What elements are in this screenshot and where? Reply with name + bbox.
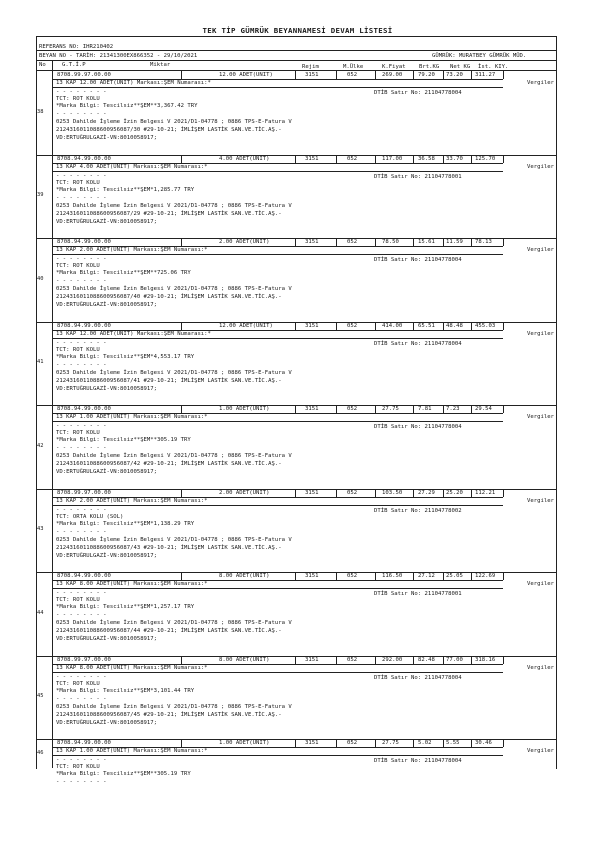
divider: [471, 155, 472, 163]
item-ist: 112.21: [475, 489, 496, 496]
item-net: 33.70: [446, 155, 463, 162]
dashes: - - - - - - - -: [56, 445, 107, 451]
document-title: TEK TİP GÜMRÜK BEYANNAMESİ DEVAM LİSTESİ: [202, 26, 393, 35]
divider: [336, 656, 337, 664]
item-mulke: 052: [347, 406, 358, 412]
dtib-line: DTİB Satır No: 21104778002: [374, 507, 462, 514]
item-brut: 79.20: [418, 72, 435, 78]
item-row: [36, 238, 556, 323]
item-ist: 30.46: [475, 740, 492, 746]
item-ist: 78.13: [475, 239, 492, 245]
item-miktar: 4.00 ADET(UNIT): [219, 155, 270, 162]
dashes: - - - - - - - -: [56, 612, 107, 618]
col-ist: İst. KIY.: [478, 64, 509, 70]
kap-line: 13 KAP 4.00 ADET(UNIT) Markası:ŞEM Numarası:*: [56, 163, 208, 170]
customs-office: GÜMRÜK: MURATBEY GÜMRÜK MÜD.: [432, 53, 527, 59]
divider: [52, 155, 53, 239]
divider: [443, 155, 444, 163]
divider: [471, 238, 472, 246]
item-row: [36, 155, 556, 240]
col-mulke: M.Ülke: [343, 64, 364, 70]
document-line-3: VD:ERTUĞRULGAZİ-VN:8010058917;: [56, 636, 158, 642]
vergiler-label: Vergiler: [527, 247, 554, 253]
divider: [295, 322, 296, 330]
divider: [181, 656, 182, 664]
divider: [413, 489, 414, 497]
kap-line: 13 KAP 1.00 ADET(UNIT) Markası:ŞEM Numarası:*: [56, 748, 208, 754]
col-brut: Brt.KG: [419, 64, 440, 70]
divider: [181, 155, 182, 163]
divider: [443, 572, 444, 580]
kap-line: 13 KAP 2.00 ADET(UNIT) Markası:ŞEM Numarası:*: [56, 497, 208, 504]
kap-line: 13 KAP 8.00 ADET(UNIT) Markası:ŞEM Numarası:*: [56, 581, 208, 587]
item-ist: 311.27: [475, 72, 496, 78]
divider: [471, 572, 472, 580]
item-number: 41: [37, 359, 44, 366]
document-line-2: 2124316011088600956087/30 #29-10-21; İMLİŞEM LASTİK SAN.VE.TİC.AŞ.-: [56, 127, 282, 133]
divider: [336, 739, 337, 747]
item-kfiyat: 103.50: [382, 489, 403, 496]
tct-line: TCT: ROT KOLU: [56, 179, 100, 186]
divider: [413, 405, 414, 413]
item-number: 39: [37, 192, 44, 199]
vergiler-label: Vergiler: [527, 664, 554, 671]
item-kfiyat: 27.75: [382, 406, 399, 412]
divider: [336, 489, 337, 497]
divider: [471, 71, 472, 79]
dashes: - - - - - - - -: [56, 89, 107, 95]
document-line-2: 2124316011088600956087/44 #29-10-21; İMLİŞEM LASTİK SAN.VE.TİC.AŞ.-: [56, 628, 282, 634]
divider: [503, 739, 504, 747]
divider: [181, 322, 182, 330]
divider: [375, 238, 376, 246]
divider: [336, 405, 337, 413]
document-line-3: VD:ERTUĞRULGAZİ-VN:8010058917;: [56, 218, 158, 225]
document-line-1: 0253 Dahilde İşleme İzin Belgesi V 2021/D1-04778 ; 0886 TPS-E-Fatura V: [56, 202, 292, 209]
divider: [443, 656, 444, 664]
divider: [53, 421, 503, 422]
divider: [375, 572, 376, 580]
marka-line: *Marka Bilgi: Tescilsiz**ŞEM**305.19 TRY: [56, 437, 191, 443]
divider: [52, 489, 53, 573]
item-rejim: 3151: [305, 573, 319, 579]
divider: [36, 50, 556, 51]
divider: [53, 171, 503, 172]
divider: [52, 572, 53, 656]
dtib-line: DTİB Satır No: 21104778004: [374, 424, 462, 430]
document-line-2: 2124316011088600956087/40 #29-10-21; İMLİŞEM LASTİK SAN.VE.TİC.AŞ.-: [56, 294, 282, 300]
item-rejim: 3151: [305, 322, 319, 329]
item-row: [36, 71, 556, 156]
item-summary-row: [53, 238, 556, 246]
item-miktar: 8.00 ADET(UNIT): [219, 573, 270, 579]
item-brut: 5.02: [418, 740, 432, 746]
divider: [181, 71, 182, 79]
item-row: [36, 572, 556, 657]
dashes: - - - - - - - -: [56, 278, 107, 284]
divider: [336, 71, 337, 79]
item-ist: 125.70: [475, 155, 496, 162]
vergiler-label: Vergiler: [527, 80, 554, 86]
item-mulke: 052: [347, 489, 358, 496]
item-kfiyat: 27.75: [382, 740, 399, 746]
marka-line: *Marka Bilgi: Tescilsiz**ŞEM**305.19 TRY: [56, 771, 191, 777]
item-net: 5.55: [446, 740, 460, 746]
document-line-2: 2124316011088600956087/43 #29-10-21; İMLİŞEM LASTİK SAN.VE.TİC.AŞ.-: [56, 544, 282, 551]
divider: [375, 656, 376, 664]
divider: [503, 322, 504, 330]
item-summary-row: [53, 71, 556, 79]
item-summary-row: [53, 405, 556, 413]
divider: [443, 238, 444, 246]
vergiler-label: Vergiler: [527, 497, 554, 504]
item-net: 25.20: [446, 489, 463, 496]
item-miktar: 8.00 ADET(UNIT): [219, 656, 270, 663]
item-miktar: 12.00 ADET(UNIT): [219, 322, 273, 329]
item-gtip: 8708.99.97.00.00: [57, 656, 111, 663]
col-no: No: [39, 62, 46, 68]
divider: [336, 572, 337, 580]
reference-number: REFERANS NO: IHR210402: [39, 44, 114, 50]
divider: [471, 322, 472, 330]
divider: [503, 656, 504, 664]
marka-line: *Marka Bilgi: Tescilsiz**ŞEM*1,285.77 TRY: [56, 186, 195, 193]
divider: [181, 489, 182, 497]
item-rejim: 3151: [305, 155, 319, 162]
divider: [413, 322, 414, 330]
item-mulke: 052: [347, 155, 358, 162]
divider: [53, 338, 503, 339]
divider: [295, 572, 296, 580]
divider: [503, 238, 504, 246]
divider: [295, 155, 296, 163]
marka-line: *Marka Bilgi: Tescilsiz**ŞEM**725.06 TRY: [56, 270, 191, 276]
dashes: - - - - - - - -: [56, 172, 107, 179]
item-net: 11.59: [446, 239, 463, 245]
item-gtip: 8708.99.97.00.00: [57, 489, 111, 496]
divider: [413, 71, 414, 79]
divider: [471, 405, 472, 413]
item-summary-row: [53, 739, 556, 747]
item-net: 73.20: [446, 72, 463, 78]
divider: [375, 322, 376, 330]
dtib-line: DTİB Satır No: 21104778004: [374, 257, 462, 263]
dtib-line: DTİB Satır No: 21104778004: [374, 674, 462, 681]
dashes: - - - - - - - -: [56, 339, 107, 346]
divider: [503, 155, 504, 163]
marka-line: *Marka Bilgi: Tescilsiz**ŞEM*3,101.44 TRY: [56, 687, 195, 694]
dashes: - - - - - - - -: [56, 506, 107, 513]
tct-line: TCT: ROT KOLU: [56, 430, 100, 436]
vergiler-label: Vergiler: [527, 414, 554, 420]
divider: [471, 739, 472, 747]
item-kfiyat: 269.00: [382, 72, 403, 78]
item-rejim: 3151: [305, 72, 319, 78]
divider: [413, 155, 414, 163]
item-rejim: 3151: [305, 489, 319, 496]
divider: [471, 489, 472, 497]
item-brut: 82.48: [418, 656, 435, 663]
document-line-2: 2124316011088600956087/29 #29-10-21; İMLİŞEM LASTİK SAN.VE.TİC.AŞ.-: [56, 210, 282, 217]
tct-line: TCT: ROT KOLU: [56, 597, 100, 603]
document-line-3: VD:ERTUĞRULGAZİ-VN:8010058917;: [56, 552, 158, 559]
item-kfiyat: 116.50: [382, 573, 403, 579]
item-kfiyat: 117.00: [382, 155, 403, 162]
dashes: - - - - - - - -: [56, 361, 107, 368]
item-mulke: 052: [347, 573, 358, 579]
item-miktar: 1.00 ADET(UNIT): [219, 740, 270, 746]
divider: [295, 739, 296, 747]
col-miktar: Miktar: [150, 62, 171, 68]
divider: [375, 71, 376, 79]
document-line-3: VD:ERTUĞRULGAZİ-VN:8010058917;: [56, 135, 158, 141]
divider: [181, 572, 182, 580]
item-mulke: 052: [347, 322, 358, 329]
col-gtip: G.T.İ.P: [62, 62, 86, 68]
divider: [336, 155, 337, 163]
item-brut: 27.12: [418, 573, 435, 579]
item-brut: 7.81: [418, 406, 432, 412]
divider: [443, 739, 444, 747]
vergiler-label: Vergiler: [527, 748, 554, 754]
kap-line: 13 KAP 12.00 ADET(UNIT) Markası:ŞEM Numarası:*: [56, 330, 211, 337]
item-rejim: 3151: [305, 656, 319, 663]
item-kfiyat: 414.00: [382, 322, 403, 329]
item-net: 25.05: [446, 573, 463, 579]
item-miktar: 2.00 ADET(UNIT): [219, 239, 270, 245]
divider: [413, 238, 414, 246]
item-ist: 29.54: [475, 406, 492, 412]
kap-line: 13 KAP 2.00 ADET(UNIT) Markası:ŞEM Numarası:*: [56, 247, 208, 253]
item-summary-row: [53, 155, 556, 163]
document-line-1: 0253 Dahilde İşleme İzin Belgesi V 2021/D1-04778 ; 0886 TPS-E-Fatura V: [56, 620, 292, 626]
document-line-1: 0253 Dahilde İşleme İzin Belgesi V 2021/D1-04778 ; 0886 TPS-E-Fatura V: [56, 453, 292, 459]
divider: [443, 489, 444, 497]
divider: [295, 238, 296, 246]
divider: [295, 489, 296, 497]
col-kfiyat: K.Fiyat: [382, 64, 406, 70]
item-row: [36, 489, 556, 574]
item-miktar: 2.00 ADET(UNIT): [219, 489, 270, 496]
vergiler-label: Vergiler: [527, 581, 554, 587]
dashes: - - - - - - - -: [56, 528, 107, 535]
divider: [52, 71, 53, 155]
divider: [53, 254, 503, 255]
item-number: 46: [37, 749, 44, 756]
dashes: - - - - - - - -: [56, 194, 107, 201]
item-summary-row: [53, 322, 556, 330]
dtib-line: DTİB Satır No: 21104778004: [374, 90, 462, 96]
item-brut: 36.58: [418, 155, 435, 162]
item-mulke: 052: [347, 72, 358, 78]
dashes: - - - - - - - -: [56, 695, 107, 702]
document-line-3: VD:ERTUĞRULGAZİ-VN:8010058917;: [56, 719, 158, 726]
item-net: 48.48: [446, 322, 463, 329]
document-line-1: 0253 Dahilde İşleme İzin Belgesi V 2021/D1-04778 ; 0886 TPS-E-Fatura V: [56, 369, 292, 376]
col-rejim: Rejim: [302, 64, 319, 70]
divider: [375, 489, 376, 497]
divider: [413, 572, 414, 580]
item-miktar: 1.00 ADET(UNIT): [219, 406, 270, 412]
divider: [295, 71, 296, 79]
item-brut: 15.61: [418, 239, 435, 245]
item-mulke: 052: [347, 656, 358, 663]
document-line-2: 2124316011088600956087/42 #29-10-21; İMLİŞEM LASTİK SAN.VE.TİC.AŞ.-: [56, 461, 282, 467]
divider: [375, 155, 376, 163]
item-rejim: 3151: [305, 406, 319, 412]
dashes: - - - - - - - -: [56, 590, 107, 596]
document-line-2: 2124316011088600956087/41 #29-10-21; İMLİŞEM LASTİK SAN.VE.TİC.AŞ.-: [56, 377, 282, 384]
divider: [181, 739, 182, 747]
divider: [36, 60, 556, 61]
divider: [443, 71, 444, 79]
marka-line: *Marka Bilgi: Tescilsiz**ŞEM*4,553.17 TRY: [56, 353, 195, 360]
dtib-line: DTİB Satır No: 21104778004: [374, 758, 462, 764]
item-mulke: 052: [347, 239, 358, 245]
divider: [443, 322, 444, 330]
divider: [503, 572, 504, 580]
tct-line: TCT: ROT KOLU: [56, 346, 100, 353]
vergiler-label: Vergiler: [527, 330, 554, 337]
document-line-1: 0253 Dahilde İşleme İzin Belgesi V 2021/D1-04778 ; 0886 TPS-E-Fatura V: [56, 119, 292, 125]
item-summary-row: [53, 572, 556, 580]
item-net: 7.23: [446, 406, 460, 412]
item-mulke: 052: [347, 740, 358, 746]
dtib-line: DTİB Satır No: 21104778004: [374, 340, 462, 347]
item-row: [36, 322, 556, 407]
marka-line: *Marka Bilgi: Tescilsiz**ŞEM*1,138.29 TRY: [56, 520, 195, 527]
tct-line: TCT: ORTA KOLU (SOL): [56, 513, 124, 520]
document-line-3: VD:ERTUĞRULGAZİ-VN:8010058917;: [56, 385, 158, 392]
item-gtip: 8708.94.99.00.00: [57, 406, 111, 412]
declaration-number: BEYAN NO - TARİH: 21341300EX866352 - 29/10/2021: [39, 53, 198, 59]
item-ist: 122.69: [475, 573, 496, 579]
document-line-3: VD:ERTUĞRULGAZİ-VN:8010058917;: [56, 469, 158, 475]
item-brut: 65.51: [418, 322, 435, 329]
divider: [53, 87, 503, 88]
divider: [413, 739, 414, 747]
divider: [503, 405, 504, 413]
divider: [53, 505, 503, 506]
divider: [53, 755, 503, 756]
item-number: 43: [37, 526, 44, 533]
item-gtip: 8708.94.99.00.00: [57, 155, 111, 162]
divider: [53, 588, 503, 589]
divider: [443, 405, 444, 413]
document-line-2: 2124316011088600956087/45 #29-10-21; İMLİŞEM LASTİK SAN.VE.TİC.AŞ.-: [56, 711, 282, 718]
item-brut: 27.29: [418, 489, 435, 496]
item-number: 38: [37, 108, 44, 115]
item-row: [36, 405, 556, 490]
item-rejim: 3151: [305, 239, 319, 245]
divider: [52, 405, 53, 489]
dashes: - - - - - - - -: [56, 111, 107, 117]
item-summary-row: [53, 656, 556, 664]
divider: [336, 322, 337, 330]
divider: [503, 489, 504, 497]
item-number: 44: [37, 609, 44, 616]
item-net: 77.00: [446, 656, 463, 663]
item-kfiyat: 78.50: [382, 239, 399, 245]
divider: [375, 739, 376, 747]
item-rejim: 3151: [305, 740, 319, 746]
item-number: 42: [37, 442, 44, 449]
item-kfiyat: 292.00: [382, 656, 403, 663]
document-line-3: VD:ERTUĞRULGAZİ-VN:8010058917;: [56, 302, 158, 308]
divider: [181, 238, 182, 246]
document-line-1: 0253 Dahilde İşleme İzin Belgesi V 2021/D1-04778 ; 0886 TPS-E-Fatura V: [56, 536, 292, 543]
divider: [52, 656, 53, 740]
item-gtip: 8708.94.99.00.00: [57, 239, 111, 245]
tct-line: TCT: ROT KOLU: [56, 263, 100, 269]
dtib-line: DTİB Satır No: 21104778001: [374, 173, 462, 180]
kap-line: 13 KAP 1.00 ADET(UNIT) Markası:ŞEM Numarası:*: [56, 414, 208, 420]
kap-line: 13 KAP 12.00 ADET(UNIT) Markası:ŞEM Numarası:*: [56, 80, 211, 86]
dashes: - - - - - - - -: [56, 673, 107, 680]
col-net: Net KG: [450, 64, 471, 70]
divider: [52, 322, 53, 406]
item-ist: 455.03: [475, 322, 496, 329]
document-line-1: 0253 Dahilde İşleme İzin Belgesi V 2021/D1-04778 ; 0886 TPS-E-Fatura V: [56, 286, 292, 292]
divider: [471, 656, 472, 664]
marka-line: *Marka Bilgi: Tescilsiz**ŞEM*1,257.17 TRY: [56, 604, 195, 610]
item-number: 45: [37, 693, 44, 700]
item-ist: 318.16: [475, 656, 496, 663]
divider: [52, 60, 53, 70]
divider: [53, 672, 503, 673]
tct-line: TCT: ROT KOLU: [56, 96, 100, 102]
divider: [295, 656, 296, 664]
item-gtip: 8708.94.99.00.00: [57, 322, 111, 329]
divider: [375, 405, 376, 413]
dashes: - - - - - - - -: [56, 423, 107, 429]
tct-line: TCT: ROT KOLU: [56, 680, 100, 687]
item-gtip: 8708.94.99.00.00: [57, 573, 111, 579]
divider: [52, 238, 53, 322]
item-number: 40: [37, 275, 44, 282]
item-miktar: 12.00 ADET(UNIT): [219, 72, 273, 78]
dashes: - - - - - - - -: [56, 757, 107, 763]
dtib-line: DTİB Satır No: 21104778001: [374, 591, 462, 597]
document-line-1: 0253 Dahilde İşleme İzin Belgesi V 2021/D1-04778 ; 0886 TPS-E-Fatura V: [56, 703, 292, 710]
item-row: [36, 656, 556, 741]
item-gtip: 8708.99.97.00.00: [57, 72, 111, 78]
item-row: [36, 739, 556, 785]
divider: [336, 238, 337, 246]
divider: [295, 405, 296, 413]
item-summary-row: [53, 489, 556, 497]
kap-line: 13 KAP 8.00 ADET(UNIT) Markası:ŞEM Numarası:*: [56, 664, 208, 671]
divider: [413, 656, 414, 664]
divider: [181, 405, 182, 413]
dashes: - - - - - - - -: [56, 779, 107, 785]
divider: [503, 71, 504, 79]
dashes: - - - - - - - -: [56, 256, 107, 262]
marka-line: *Marka Bilgi: Tescilsiz**ŞEM**3,367.42 TRY: [56, 103, 198, 109]
tct-line: TCT: ROT KOLU: [56, 764, 100, 770]
item-gtip: 8708.94.99.00.00: [57, 740, 111, 746]
vergiler-label: Vergiler: [527, 163, 554, 170]
